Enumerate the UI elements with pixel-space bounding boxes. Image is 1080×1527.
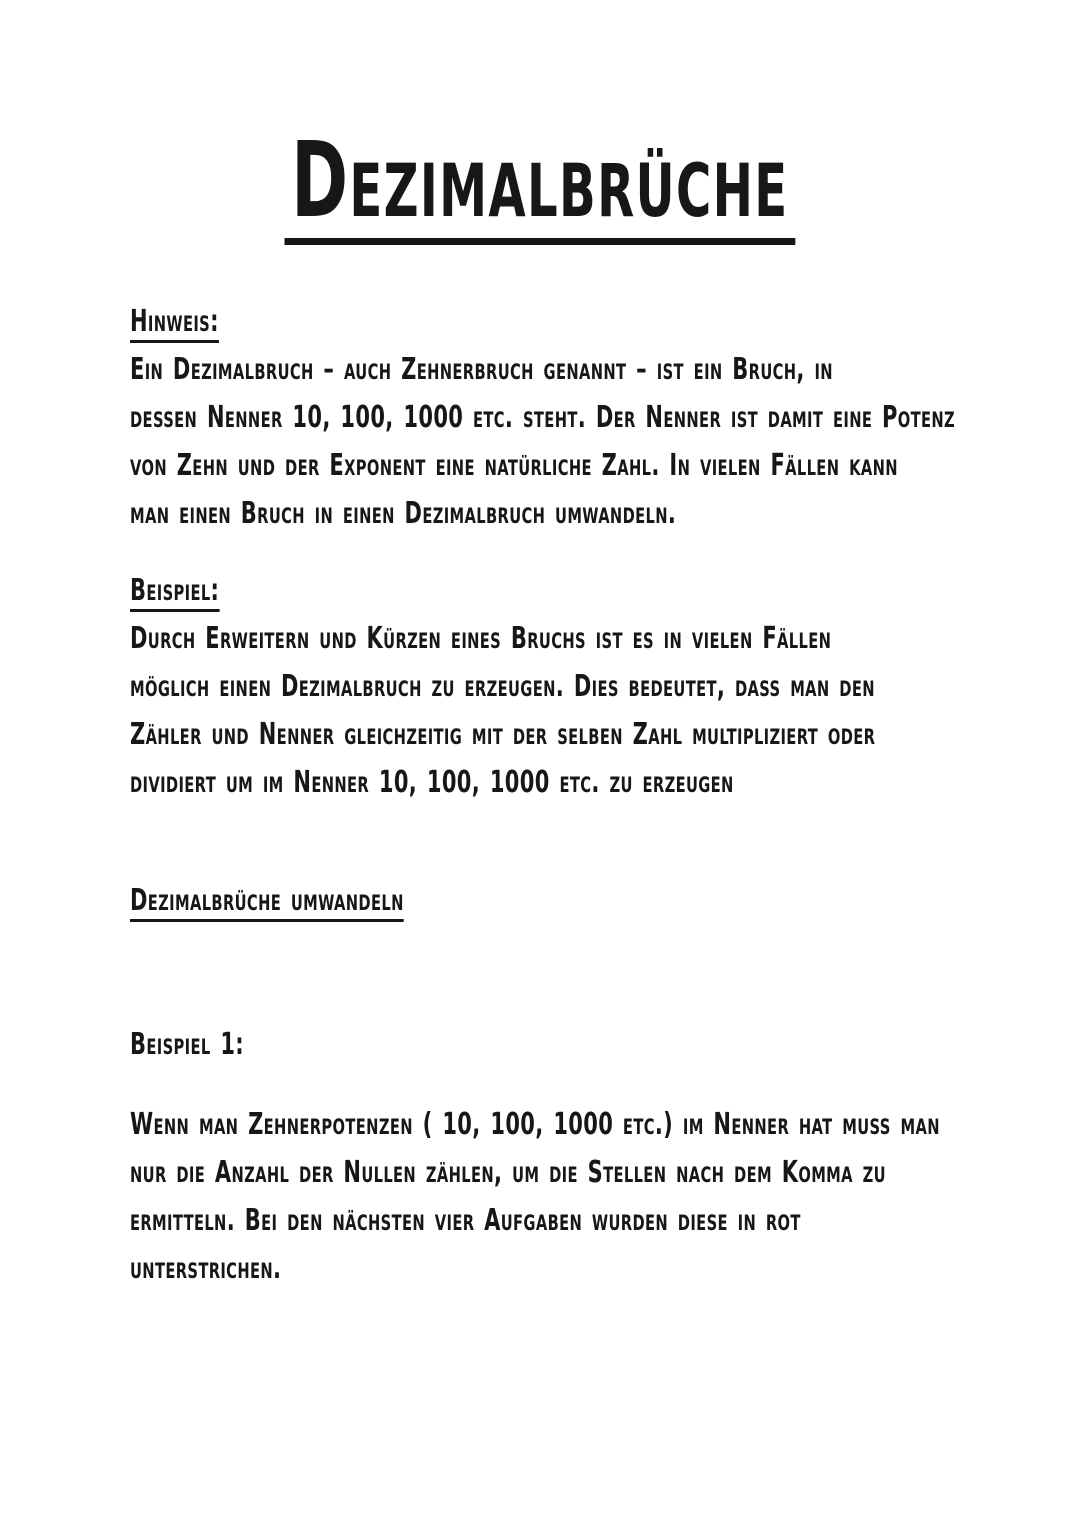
section-heading-beispiel: Beispiel: [130,573,219,612]
heading-line [130,1021,704,1069]
text-line: von Zehn und der Exponent eine natürliche Zahl. In vielen Fällen kann [130,448,898,483]
section-umwandeln [130,877,950,925]
text-line: dividiert um im Nenner 10, 100, 1000 etc. zu erzeugen [130,765,734,800]
text-line: Durch Erweitern und Kürzen eines Bruchs ist es in vielen Fällen [130,621,832,656]
text-line: Ein Dezimalbruch – auch Zehnerbruch genannt – ist ein Bruch, in [130,352,833,387]
heading-line [130,567,704,615]
text-line: dessen Nenner 10, 100, 1000 etc. steht. Der Nenner ist damit eine Potenz [130,400,956,435]
text-line: nur die Anzahl der Nullen zählen, um die Stellen nach dem Komma zu [130,1155,886,1190]
document-title: Dezimalbrüche [285,128,796,245]
text-line: man einen Bruch in einen Dezimalbruch umwandeln. [130,496,677,531]
section-heading-beispiel-1: Beispiel 1: [130,1027,245,1062]
text-line: Zähler und Nenner gleichzeitig mit der selben Zahl multipliziert oder [130,717,876,752]
text-line: unterstrichen. [130,1251,282,1286]
section-heading-hinweis: Hinweis: [130,304,219,343]
title-row [130,0,950,245]
heading-line [130,877,704,925]
section-beispiel [130,567,950,807]
text-line: ermitteln. Bei den nächsten vier Aufgaben wurden diese in rot [130,1203,801,1238]
heading-line [130,298,704,346]
section-beispiel-1 [130,1021,950,1293]
text-line: Wenn man Zehnerpotenzen ( 10, 100, 1000 etc.) im Nenner hat muss man [130,1107,940,1142]
section-hinweis [130,298,956,538]
text-line: möglich einen Dezimalbruch zu erzeugen. Dies bedeutet, dass man den [130,669,875,704]
section-heading-umwandeln: Dezimalbrüche umwandeln [130,883,404,922]
